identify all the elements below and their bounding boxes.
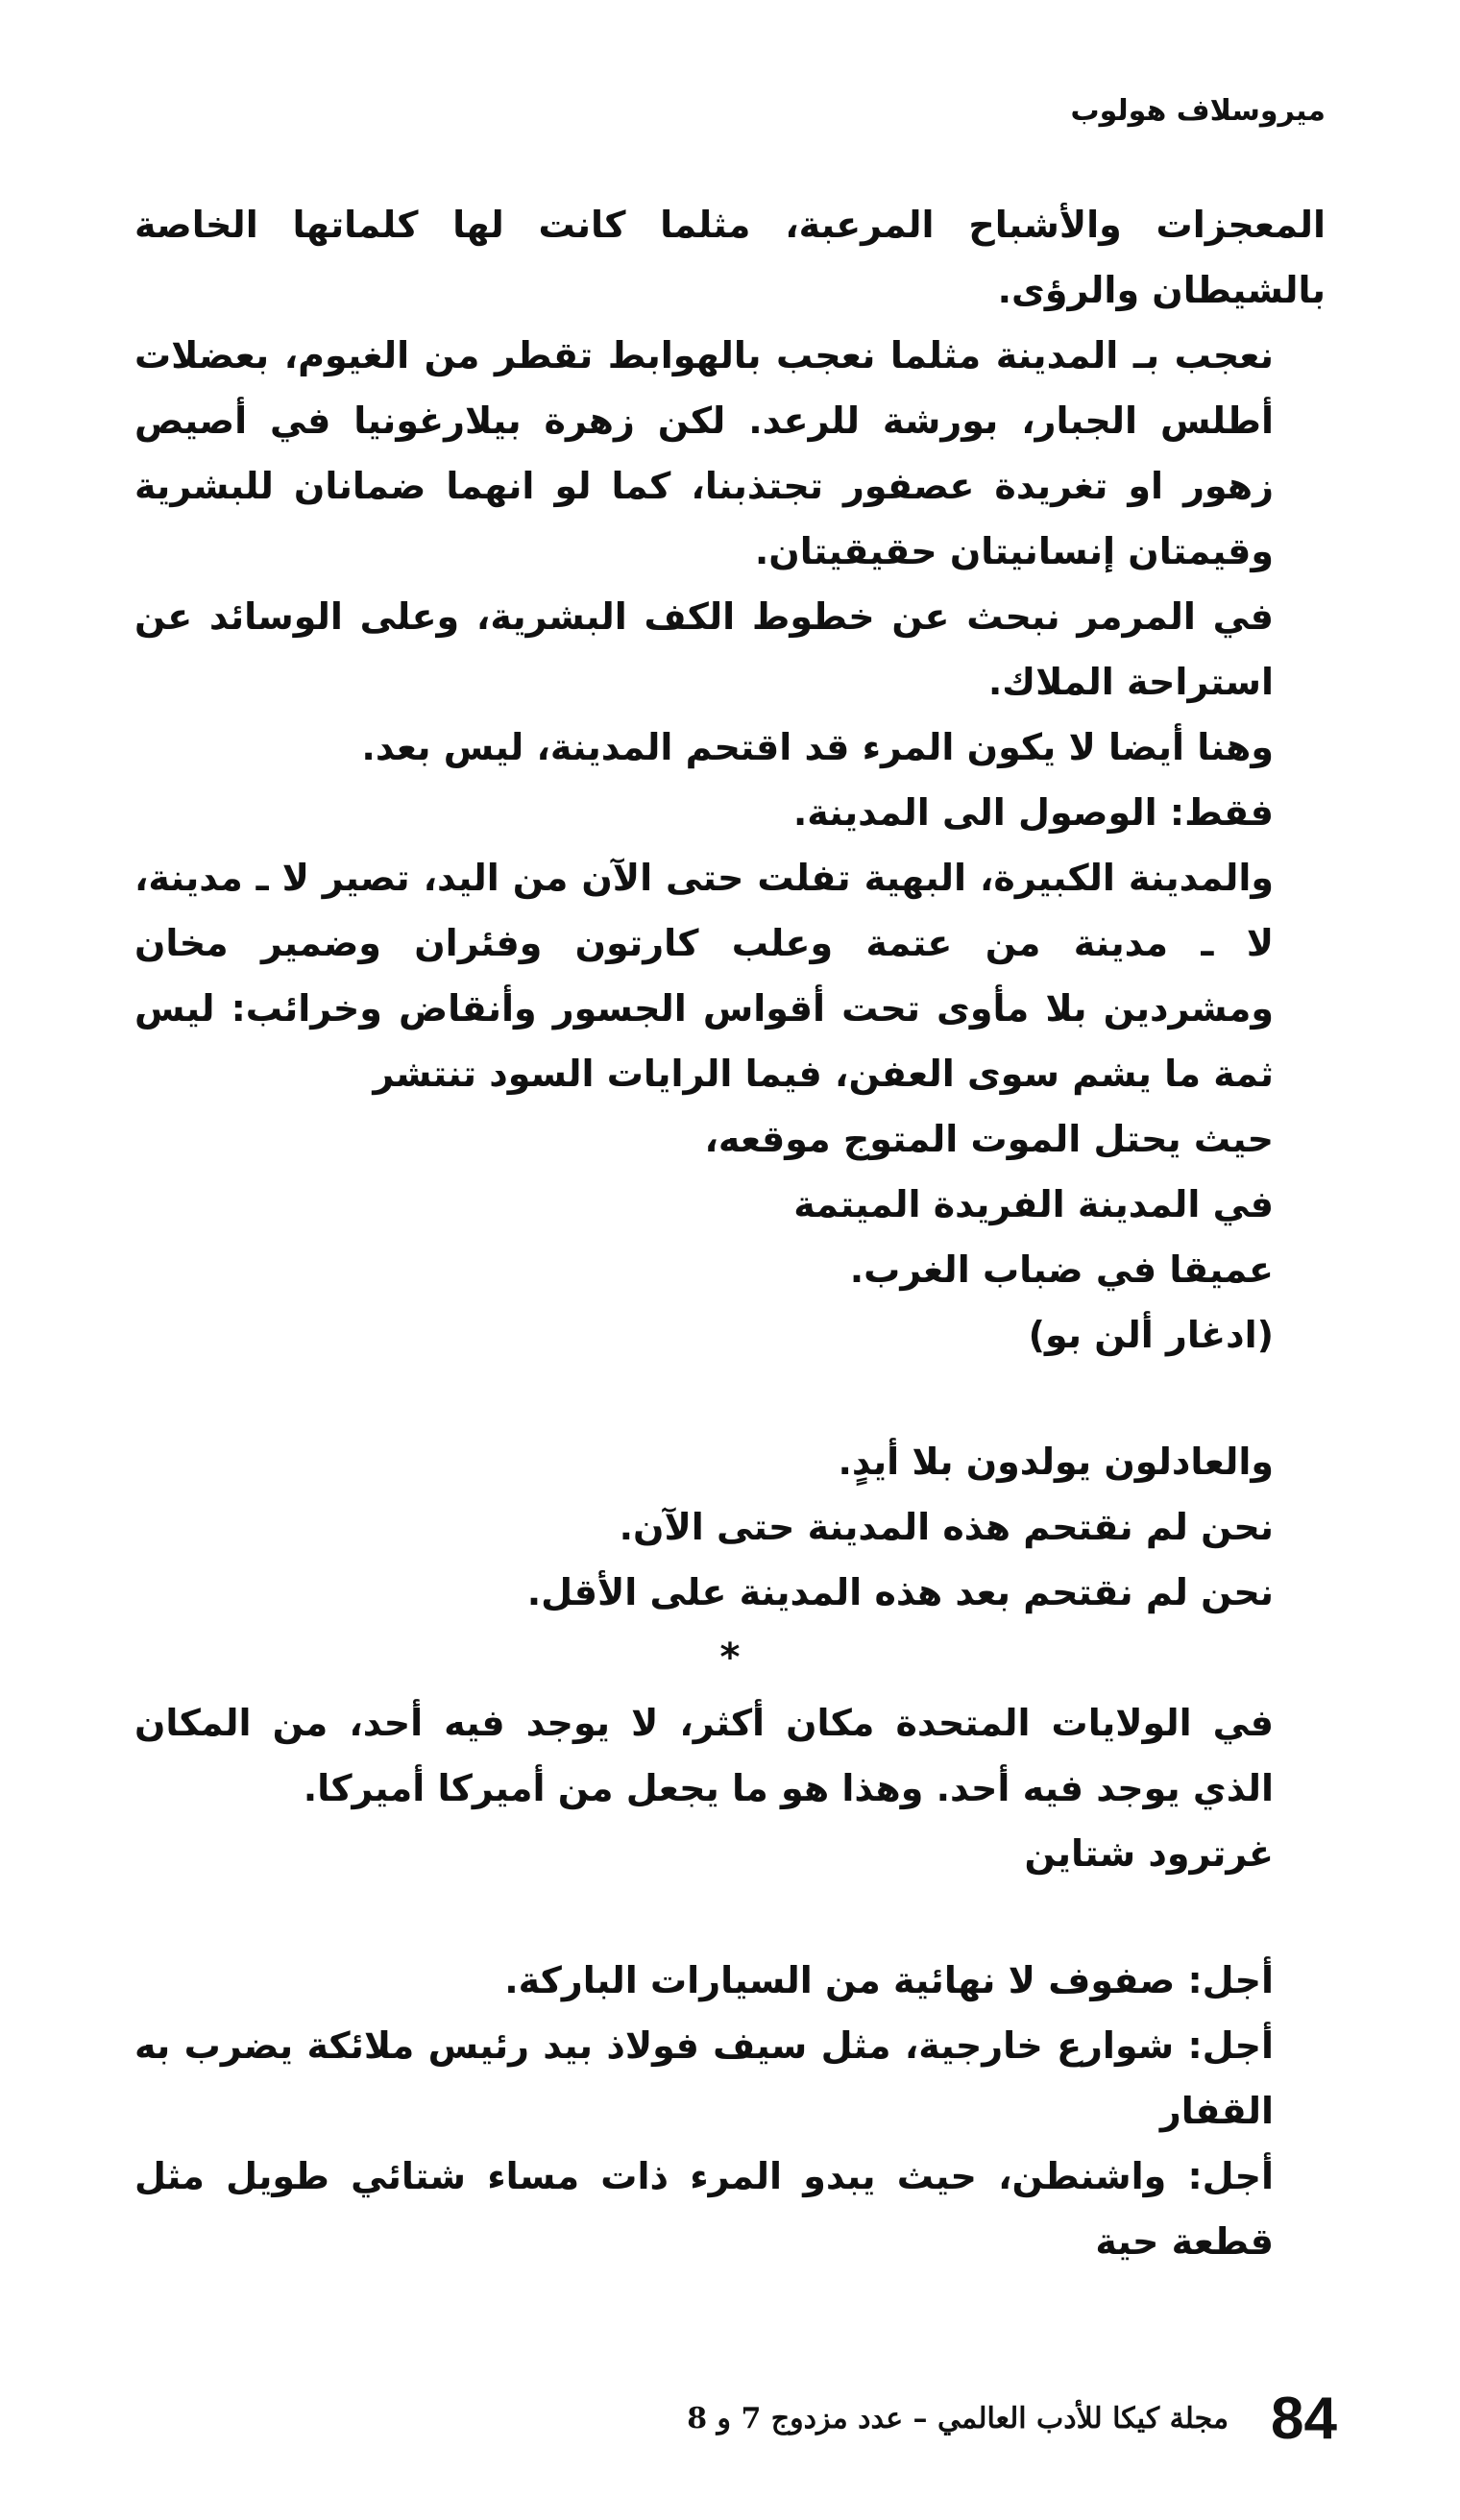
- running-header-author: ميروسلاف هولوب: [1070, 94, 1326, 128]
- journal-title: مجلة كيكا للأدب العالمي – عدد مزدوج 7 و 8: [687, 2402, 1229, 2435]
- paragraph-2: نعجب بـ المدينة مثلما نعجب بالهوابط تقطر من الغيوم، بعضلات أطلس الجبار، بورشة للرعد. لكن زهرة بيلارغونيا في أصيص زهور او تغريدة عصفور تجتذبنا، كما لو انهما ضمانان للبشرية وقيمتان إنسانيتان حقيقيتان.: [134, 334, 1274, 572]
- paragraph-5: فقط: الوصول الى المدينة.: [792, 791, 1274, 834]
- poem-line: والعادلون يولدون بلا أيدٍ.: [838, 1441, 1274, 1483]
- poem-line: نحن لم نقتحم هذه المدينة حتى الآن.: [619, 1506, 1274, 1548]
- epigraph-attribution: غرترود شتاين: [1024, 1832, 1274, 1875]
- poem-attribution: (ادغار ألن بو): [1028, 1314, 1274, 1356]
- poem-line: في المدينة الفريدة الميتمة: [793, 1183, 1274, 1225]
- paragraph-6: والمدينة الكبيرة، البهية تفلت حتى الآن من اليد، تصير لا ـ مدينة، لا ـ مدينة من عتمة وعلب كارتون وفئران وضمير مخان ومشردين بلا مأوى تحت أقواس الجسور وأنقاض وخرائب: ليس ثمة ما يشم سوى العفن، فيما الرايات السود تنتشر: [134, 857, 1274, 1095]
- poem-quote-1: [134, 1106, 1326, 1368]
- paragraph-3: في المرمر نبحث عن خطوط الكف البشرية، وعلى الوسائد عن استراحة الملاك.: [134, 595, 1274, 703]
- poem-line: عميقا في ضباب الغرب.: [849, 1248, 1274, 1291]
- article-body: [134, 192, 1326, 2274]
- page-number: 84: [1271, 2386, 1337, 2452]
- ajal-line-2: أجل: شوارع خارجية، مثل سيف فولاذ بيد رئيس ملائكة يضرب به القفار: [134, 2024, 1274, 2132]
- paragraph-1: المعجزات والأشباح المرعبة، مثلما كانت لها كلماتها الخاصة بالشيطان والرؤى.: [134, 204, 1326, 311]
- ajal-line-1: أجل: صفوف لا نهائية من السيارات الباركة.: [504, 1959, 1274, 2001]
- section-separator: *: [719, 1636, 741, 1680]
- page-footer: [663, 2385, 1337, 2453]
- poem-line: حيث يحتل الموت المتوج موقعه،: [704, 1118, 1274, 1160]
- ajal-line-3: أجل: واشنطن، حيث يبدو المرء ذات مساء شتائي طويل مثل قطعة حية: [134, 2155, 1274, 2263]
- paragraph-4: وهنا أيضا لا يكون المرء قد اقتحم المدينة، ليس بعد.: [361, 726, 1274, 768]
- epigraph-quote: في الولايات المتحدة مكان أكثر، لا يوجد فيه أحد، من المكان الذي يوجد فيه أحد. وهذا هو ما يجعل من أميركا أميركا.: [134, 1702, 1274, 1809]
- poem-quote-2: [134, 1429, 1326, 1625]
- poem-line: نحن لم نقتحم بعد هذه المدينة على الأقل.: [526, 1571, 1274, 1613]
